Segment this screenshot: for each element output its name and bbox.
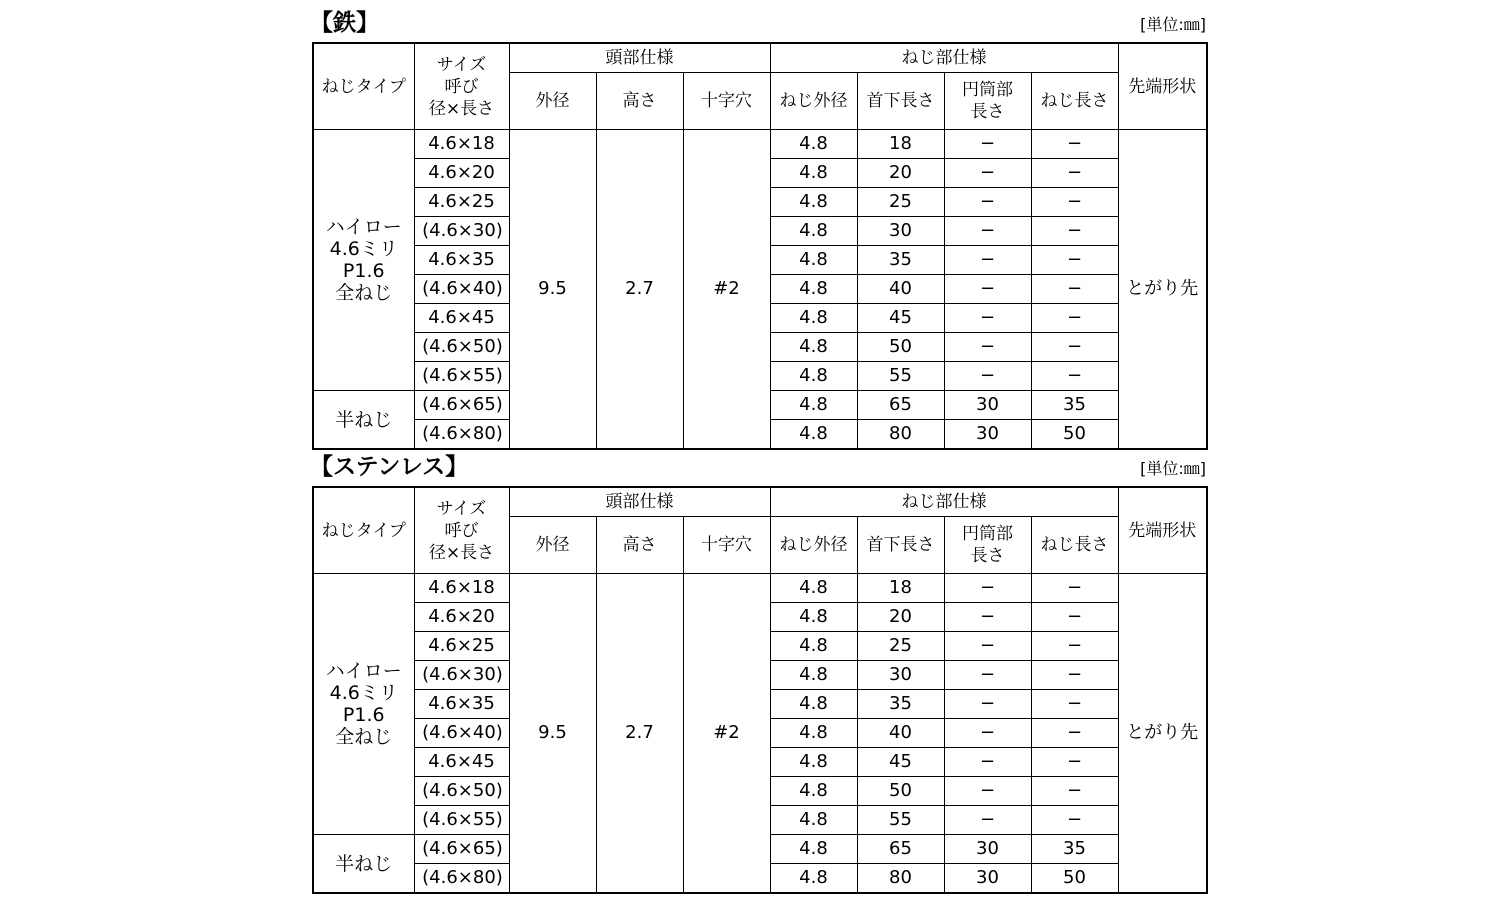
- section-title: 【ステンレス】: [310, 454, 469, 480]
- header-thread-length: ねじ長さ: [1031, 73, 1118, 130]
- under-head-length-cell: 50: [857, 777, 944, 806]
- thread-diameter-cell: 4.8: [770, 420, 857, 450]
- cylinder-length-cell: −: [944, 275, 1031, 304]
- header-head-spec: 頭部仕様: [509, 487, 770, 517]
- cylinder-length-cell: −: [944, 777, 1031, 806]
- header-tip-shape: 先端形状: [1118, 487, 1207, 574]
- thread-length-cell: −: [1031, 661, 1118, 690]
- under-head-length-cell: 20: [857, 603, 944, 632]
- cylinder-length-cell: −: [944, 188, 1031, 217]
- head-outer-diameter-value: 9.5: [509, 574, 596, 894]
- header-size: [414, 43, 509, 130]
- header-under-head-length: 首下長さ: [857, 73, 944, 130]
- cylinder-length-cell: −: [944, 333, 1031, 362]
- thread-length-cell: −: [1031, 748, 1118, 777]
- cylinder-length-cell: 30: [944, 864, 1031, 894]
- size-cell: 4.6×35: [414, 690, 509, 719]
- cylinder-length-cell: −: [944, 130, 1031, 159]
- screw-type-full-thread: [313, 130, 414, 391]
- cylinder-length-cell: −: [944, 304, 1031, 333]
- thread-length-cell: −: [1031, 217, 1118, 246]
- thread-diameter-cell: 4.8: [770, 217, 857, 246]
- cylinder-length-cell: −: [944, 719, 1031, 748]
- size-cell: 4.6×45: [414, 304, 509, 333]
- size-cell: (4.6×50): [414, 333, 509, 362]
- cylinder-length-cell: −: [944, 806, 1031, 835]
- size-cell: 4.6×25: [414, 188, 509, 217]
- screw-type-line: 4.6ミリ: [329, 682, 398, 704]
- thread-length-cell: −: [1031, 362, 1118, 391]
- tip-shape-value: とがり先: [1118, 130, 1207, 450]
- thread-length-cell: −: [1031, 632, 1118, 661]
- spec-table: [312, 42, 1208, 450]
- thread-diameter-cell: 4.8: [770, 864, 857, 894]
- header-outer-diameter: 外径: [509, 517, 596, 574]
- header-thread-spec: ねじ部仕様: [770, 487, 1118, 517]
- section-header: [312, 452, 1206, 486]
- thread-length-cell: −: [1031, 304, 1118, 333]
- size-cell: 4.6×20: [414, 159, 509, 188]
- under-head-length-cell: 40: [857, 275, 944, 304]
- cylinder-length-cell: −: [944, 159, 1031, 188]
- cylinder-length-cell: −: [944, 217, 1031, 246]
- screw-type-line: P1.6: [342, 704, 385, 726]
- thread-length-cell: 50: [1031, 420, 1118, 450]
- thread-diameter-cell: 4.8: [770, 188, 857, 217]
- thread-diameter-cell: 4.8: [770, 362, 857, 391]
- size-cell: 4.6×35: [414, 246, 509, 275]
- screw-type-line: ハイロー: [325, 216, 402, 238]
- head-height-value: 2.7: [596, 574, 683, 894]
- under-head-length-cell: 45: [857, 748, 944, 777]
- thread-length-cell: −: [1031, 159, 1118, 188]
- cylinder-length-cell: −: [944, 748, 1031, 777]
- header-cross-recess: 十字穴: [683, 73, 770, 130]
- header-size-line: サイズ: [436, 498, 487, 519]
- screw-type-line: P1.6: [342, 260, 385, 282]
- thread-length-cell: −: [1031, 275, 1118, 304]
- thread-diameter-cell: 4.8: [770, 275, 857, 304]
- thread-diameter-cell: 4.8: [770, 777, 857, 806]
- head-outer-diameter-value: 9.5: [509, 130, 596, 450]
- thread-diameter-cell: 4.8: [770, 333, 857, 362]
- thread-length-cell: −: [1031, 806, 1118, 835]
- size-cell: (4.6×40): [414, 275, 509, 304]
- thread-diameter-cell: 4.8: [770, 574, 857, 603]
- thread-diameter-cell: 4.8: [770, 246, 857, 275]
- size-cell: (4.6×65): [414, 835, 509, 864]
- size-cell: (4.6×50): [414, 777, 509, 806]
- under-head-length-cell: 65: [857, 835, 944, 864]
- thread-diameter-cell: 4.8: [770, 304, 857, 333]
- thread-diameter-cell: 4.8: [770, 661, 857, 690]
- thread-length-cell: −: [1031, 574, 1118, 603]
- under-head-length-cell: 45: [857, 304, 944, 333]
- cylinder-length-cell: −: [944, 690, 1031, 719]
- size-cell: 4.6×18: [414, 130, 509, 159]
- under-head-length-cell: 50: [857, 333, 944, 362]
- thread-length-cell: −: [1031, 690, 1118, 719]
- header-thread-length: ねじ長さ: [1031, 517, 1118, 574]
- size-cell: 4.6×25: [414, 632, 509, 661]
- screw-type-line: 全ねじ: [335, 726, 393, 748]
- size-cell: (4.6×65): [414, 391, 509, 420]
- header-thread-diameter: ねじ外径: [770, 73, 857, 130]
- size-cell: (4.6×80): [414, 864, 509, 894]
- header-size-line: 径×長さ: [428, 542, 495, 563]
- header-thread-spec: ねじ部仕様: [770, 43, 1118, 73]
- size-cell: 4.6×18: [414, 574, 509, 603]
- section-header: [312, 8, 1206, 42]
- spec-section-iron: [312, 8, 1206, 450]
- under-head-length-cell: 65: [857, 391, 944, 420]
- thread-length-cell: −: [1031, 719, 1118, 748]
- cylinder-length-cell: −: [944, 246, 1031, 275]
- header-outer-diameter: 外径: [509, 73, 596, 130]
- section-title: 【鉄】: [310, 10, 379, 36]
- thread-length-cell: −: [1031, 130, 1118, 159]
- thread-length-cell: −: [1031, 333, 1118, 362]
- header-cylinder-length-line: 円筒部: [962, 80, 1013, 100]
- header-cylinder-length-line: 円筒部: [962, 524, 1013, 544]
- tip-shape-value: とがり先: [1118, 574, 1207, 894]
- cylinder-length-cell: 30: [944, 391, 1031, 420]
- header-cylinder-length-line: 長さ: [970, 546, 1005, 566]
- thread-length-cell: −: [1031, 246, 1118, 275]
- size-cell: (4.6×30): [414, 661, 509, 690]
- header-cross-recess: 十字穴: [683, 517, 770, 574]
- size-cell: (4.6×80): [414, 420, 509, 450]
- cylinder-length-cell: −: [944, 661, 1031, 690]
- header-size-line: 呼び: [444, 76, 479, 97]
- table-row: [313, 130, 1207, 159]
- screw-type-half-thread: 半ねじ: [313, 835, 414, 894]
- under-head-length-cell: 40: [857, 719, 944, 748]
- under-head-length-cell: 35: [857, 246, 944, 275]
- under-head-length-cell: 55: [857, 806, 944, 835]
- header-tip-shape: 先端形状: [1118, 43, 1207, 130]
- thread-length-cell: −: [1031, 603, 1118, 632]
- header-head-height: 高さ: [596, 73, 683, 130]
- under-head-length-cell: 35: [857, 690, 944, 719]
- cylinder-length-cell: −: [944, 574, 1031, 603]
- screw-type-line: ハイロー: [325, 660, 402, 682]
- header-under-head-length: 首下長さ: [857, 517, 944, 574]
- under-head-length-cell: 55: [857, 362, 944, 391]
- thread-length-cell: 50: [1031, 864, 1118, 894]
- thread-diameter-cell: 4.8: [770, 835, 857, 864]
- under-head-length-cell: 80: [857, 420, 944, 450]
- head-height-value: 2.7: [596, 130, 683, 450]
- header-cylinder-length: [944, 517, 1031, 574]
- header-size-line: サイズ: [436, 54, 487, 75]
- thread-diameter-cell: 4.8: [770, 806, 857, 835]
- header-thread-diameter: ねじ外径: [770, 517, 857, 574]
- under-head-length-cell: 20: [857, 159, 944, 188]
- screw-type-line: 4.6ミリ: [329, 238, 398, 260]
- cylinder-length-cell: 30: [944, 835, 1031, 864]
- header-cylinder-length-line: 長さ: [970, 102, 1005, 122]
- cross-recess-value: #2: [683, 574, 770, 894]
- screw-type-half-thread: 半ねじ: [313, 391, 414, 450]
- cross-recess-value: #2: [683, 130, 770, 450]
- header-size-line: 呼び: [444, 520, 479, 541]
- screw-type-full-thread: [313, 574, 414, 835]
- thread-length-cell: 35: [1031, 391, 1118, 420]
- thread-diameter-cell: 4.8: [770, 690, 857, 719]
- under-head-length-cell: 18: [857, 574, 944, 603]
- thread-diameter-cell: 4.8: [770, 159, 857, 188]
- thread-diameter-cell: 4.8: [770, 748, 857, 777]
- thread-diameter-cell: 4.8: [770, 632, 857, 661]
- cylinder-length-cell: −: [944, 603, 1031, 632]
- cylinder-length-cell: 30: [944, 420, 1031, 450]
- thread-diameter-cell: 4.8: [770, 130, 857, 159]
- header-size-line: 径×長さ: [428, 98, 495, 119]
- thread-diameter-cell: 4.8: [770, 719, 857, 748]
- spec-table: [312, 486, 1208, 894]
- under-head-length-cell: 30: [857, 661, 944, 690]
- unit-label: [単位:㎜]: [1140, 459, 1206, 478]
- cylinder-length-cell: −: [944, 632, 1031, 661]
- cylinder-length-cell: −: [944, 362, 1031, 391]
- under-head-length-cell: 25: [857, 188, 944, 217]
- size-cell: (4.6×55): [414, 362, 509, 391]
- header-screw-type: ねじタイプ: [313, 487, 414, 574]
- thread-length-cell: −: [1031, 188, 1118, 217]
- table-row: [313, 574, 1207, 603]
- header-screw-type: ねじタイプ: [313, 43, 414, 130]
- thread-diameter-cell: 4.8: [770, 391, 857, 420]
- under-head-length-cell: 25: [857, 632, 944, 661]
- under-head-length-cell: 30: [857, 217, 944, 246]
- unit-label: [単位:㎜]: [1140, 15, 1206, 34]
- size-cell: (4.6×30): [414, 217, 509, 246]
- size-cell: (4.6×55): [414, 806, 509, 835]
- thread-length-cell: −: [1031, 777, 1118, 806]
- header-cylinder-length: [944, 73, 1031, 130]
- size-cell: 4.6×20: [414, 603, 509, 632]
- under-head-length-cell: 80: [857, 864, 944, 894]
- thread-diameter-cell: 4.8: [770, 603, 857, 632]
- thread-length-cell: 35: [1031, 835, 1118, 864]
- header-size: [414, 487, 509, 574]
- size-cell: (4.6×40): [414, 719, 509, 748]
- header-head-height: 高さ: [596, 517, 683, 574]
- spec-section-stainless: [312, 452, 1206, 894]
- size-cell: 4.6×45: [414, 748, 509, 777]
- under-head-length-cell: 18: [857, 130, 944, 159]
- header-head-spec: 頭部仕様: [509, 43, 770, 73]
- screw-type-line: 全ねじ: [335, 282, 393, 304]
